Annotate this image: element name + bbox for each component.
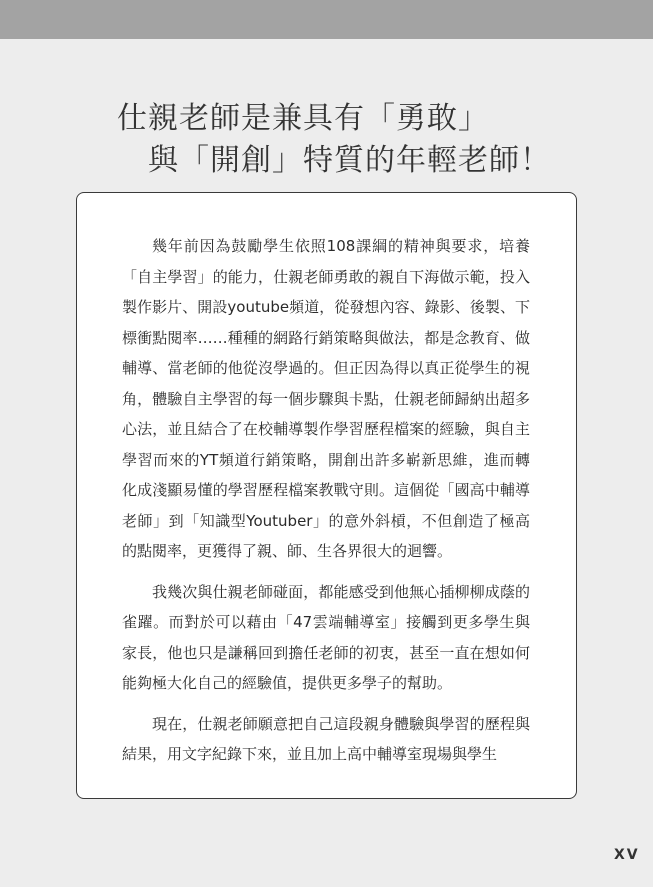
title-line-2: 與「開創」特質的年輕老師！	[148, 143, 551, 178]
title-line-1: 仕親老師是兼具有「勇敢」	[117, 101, 489, 136]
page-number: XV	[614, 847, 640, 863]
body-text	[122, 231, 530, 780]
paragraph-3: 現在，仕親老師願意把自己這段親身體驗與學習的歷程與結果，用文字紀錄下來，並且加上高中輔導室現場與學生	[122, 714, 530, 763]
text-frame	[76, 192, 577, 799]
paragraph-2: 我幾次與仕親老師碰面，都能感受到他無心插柳柳成蔭的雀躍。而對於可以藉由「47雲端輔導室」接觸到更多學生與家長，他也只是謙稱回到擔任老師的初衷，甚至一直在想如何能夠極大化自己的經驗值，提供更多學子的幫助。	[122, 582, 530, 692]
paragraph-1: 幾年前因為鼓勵學生依照108課綱的精神與要求，培養「自主學習」的能力，仕親老師勇敢的親自下海做示範，投入製作影片、開設youtube頻道，從發想內容、錄影、後製、下標衝點閱率……種種的網路行銷策略與做法，都是念教育、做輔導、當老師的他從沒學過的。但正因為得以真正從學生的視角，體驗自主學習的每一個步驟與卡點，仕親老師歸納出超多心法，並且結合了在校輔導製作學習歷程檔案的經驗，與自主學習而來的YT頻道行銷策略，開創出許多嶄新思維，進而轉化成淺顯易懂的學習歷程檔案教戰守則。這個從「國高中輔導老師」到「知識型Youtuber」的意外斜槓，不但創造了極高的點閱率，更獲得了親、師、生各界很大的迴響。	[122, 237, 530, 560]
top-header-band	[0, 0, 653, 39]
